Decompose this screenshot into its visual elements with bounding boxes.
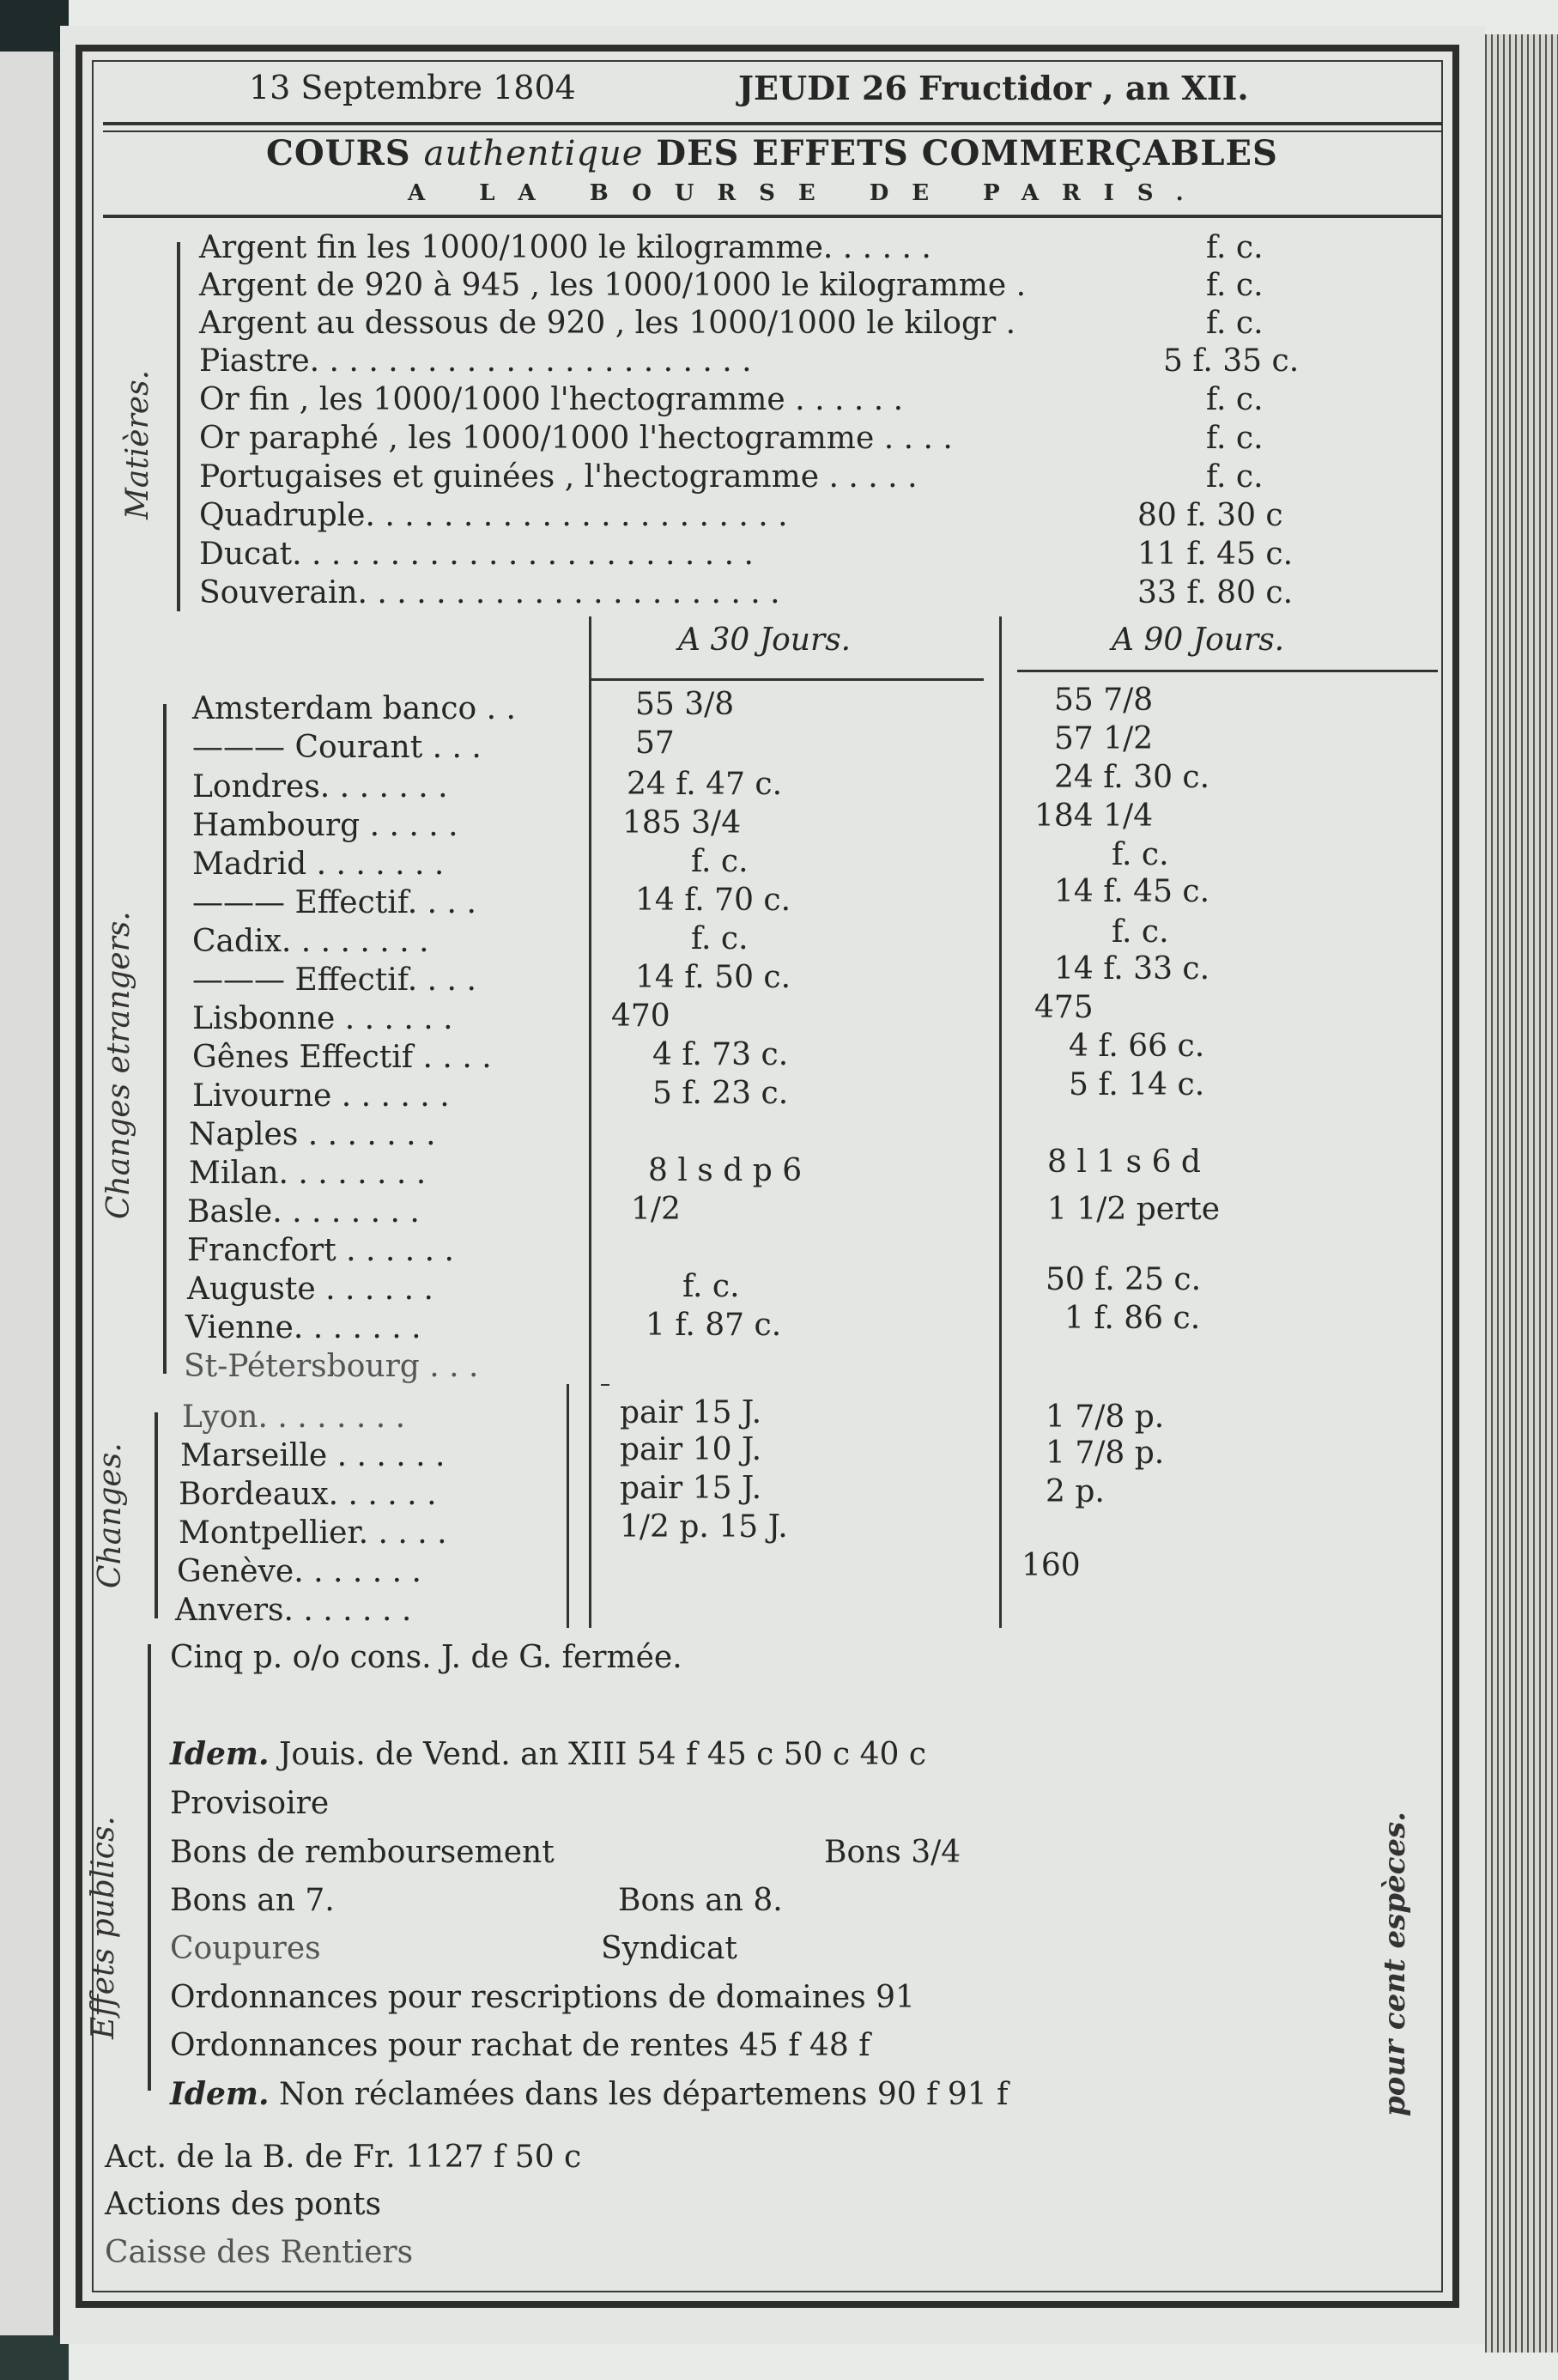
header-rule-thin <box>103 131 1442 132</box>
change-v30: 1 f. 87 c. <box>646 1308 782 1343</box>
title-effets: DES EFFETS COMMERÇABLES <box>656 133 1278 173</box>
col90-header-rule <box>1017 670 1438 672</box>
effets-line: Coupures <box>170 1931 321 1966</box>
change-v30: 5 f. 23 c. <box>652 1076 789 1111</box>
book-spine <box>0 0 69 2380</box>
matieres-row: Argent fin les 1000/1000 le kilogramme. . . . . . <box>199 230 931 265</box>
change-v30: pair 10 J. <box>620 1432 762 1467</box>
change-row-name: Lyon. . . . . . . . <box>182 1399 406 1435</box>
change-v30: 24 f. 47 c. <box>627 767 783 802</box>
matieres-row: Portugaises et guinées , l'hectogramme . . . . . <box>199 459 918 495</box>
effets-line: Syndicat <box>601 1931 737 1966</box>
change-row-name: Gênes Effectif . . . . <box>192 1040 492 1075</box>
change-v30: 14 f. 50 c. <box>635 960 791 995</box>
footer-line-banque: Act. de la B. de Fr. 1127 f 50 c <box>105 2140 582 2175</box>
change-v90: 1 1/2 perte <box>1047 1192 1221 1227</box>
change-v90: 8 l 1 s 6 d <box>1047 1144 1201 1180</box>
matieres-row: Or fin , les 1000/1000 l'hectogramme . . . . . . <box>199 382 904 417</box>
matieres-row: Ducat. . . . . . . . . . . . . . . . . . . . . . . . <box>199 537 754 572</box>
section-tick <box>601 1384 609 1386</box>
matieres-row: Argent de 920 à 945 , les 1000/1000 le kilogramme . <box>199 268 1027 303</box>
change-v90: f. c. <box>1112 914 1169 950</box>
changes-label: Changes. <box>93 1442 128 1588</box>
change-row-name: Cadix. . . . . . . . <box>192 924 429 959</box>
change-v90: 184 1/4 <box>1034 798 1154 834</box>
change-v30: f. c. <box>682 1269 740 1304</box>
matieres-row: Argent au dessous de 920 , les 1000/1000 le kilogr . <box>199 306 1016 341</box>
changes-col-rule <box>567 1384 569 1628</box>
title-rule <box>103 215 1442 218</box>
effets-line: Bons an 7. <box>170 1883 335 1918</box>
subtitle: A LA BOURSE DE PARIS. <box>408 180 1207 206</box>
change-v30: f. c. <box>691 844 749 879</box>
change-v90: 14 f. 45 c. <box>1054 874 1210 909</box>
col90-header: A 90 Jours. <box>1112 622 1285 658</box>
change-v90: 1 7/8 p. <box>1046 1399 1165 1435</box>
change-v90: 55 7/8 <box>1054 683 1154 718</box>
change-row-name: Genève. . . . . . . <box>177 1554 421 1589</box>
page-edges <box>1485 34 1558 2353</box>
change-v90: 1 f. 86 c. <box>1064 1301 1201 1336</box>
matieres-value: 5 f. 35 c. <box>1163 343 1300 379</box>
change-row-name: Madrid . . . . . . . <box>192 847 445 882</box>
changes-brace <box>155 1412 158 1618</box>
change-v90: 14 f. 33 c. <box>1054 951 1210 987</box>
change-row-name: ——— Effectif. . . . <box>192 962 476 998</box>
matieres-value: f. c. <box>1206 421 1264 456</box>
change-v30: 470 <box>611 999 670 1034</box>
change-row-name: Auguste . . . . . . <box>187 1272 433 1307</box>
title-cours: COURS <box>266 133 411 173</box>
effets-line: Ordonnances pour rescriptions de domaines 91 <box>170 1980 915 2015</box>
change-v30: 4 f. 73 c. <box>652 1037 789 1072</box>
effets-line: Bons de remboursement <box>170 1835 555 1870</box>
matieres-value: 33 f. 80 c. <box>1137 575 1294 610</box>
change-v30: 185 3/4 <box>622 805 742 841</box>
change-v90: 2 p. <box>1046 1474 1105 1509</box>
footer-line-ponts: Actions des ponts <box>105 2187 382 2222</box>
matieres-brace <box>177 242 180 611</box>
title-authentique: authentique <box>423 134 644 173</box>
change-v90: 4 f. 66 c. <box>1069 1029 1205 1064</box>
change-row-name: Naples . . . . . . . <box>189 1117 436 1152</box>
change-row-name: Anvers. . . . . . . <box>175 1593 412 1628</box>
change-row-name: Francfort . . . . . . <box>187 1233 454 1268</box>
change-row-name: Lisbonne . . . . . . <box>192 1001 453 1036</box>
change-row-name: Milan. . . . . . . . <box>189 1156 427 1191</box>
change-v90: 50 f. 25 c. <box>1046 1262 1202 1297</box>
binding-corner-bottom <box>0 2335 69 2380</box>
change-row-name: Montpellier. . . . . <box>179 1515 447 1551</box>
change-row-name: Marseille . . . . . . <box>180 1438 446 1473</box>
effets-line: Idem. Non réclamées dans les départemens 90 f 91 f <box>170 2076 1009 2112</box>
title <box>266 133 1278 173</box>
changes-etrangers-label: Changes etrangers. <box>101 911 136 1219</box>
matieres-row: Piastre. . . . . . . . . . . . . . . . . . . . . . . <box>199 343 752 379</box>
change-v30: 1/2 p. 15 J. <box>620 1509 788 1545</box>
change-v30: 1/2 <box>631 1192 681 1227</box>
matieres-value: 80 f. 30 c <box>1137 498 1283 533</box>
change-row-name: Amsterdam banco . . <box>192 691 516 726</box>
change-row-name: ——— Courant . . . <box>192 730 482 765</box>
matieres-value: 11 f. 45 c. <box>1137 537 1294 572</box>
change-v90: f. c. <box>1112 837 1169 872</box>
change-row-name: Livourne . . . . . . <box>192 1078 450 1114</box>
col30-header-rule <box>589 678 984 681</box>
change-row-name: Basle. . . . . . . . <box>187 1194 420 1229</box>
col30-left-rule <box>589 616 591 1628</box>
change-row-name: Vienne. . . . . . . <box>185 1310 421 1345</box>
footer-line-rentiers: Caisse des Rentiers <box>105 2235 414 2270</box>
change-row-name: St-Pétersbourg . . . <box>184 1349 479 1384</box>
col90-left-rule <box>999 616 1002 1628</box>
change-v90: 5 f. 14 c. <box>1069 1067 1205 1102</box>
change-v30: 57 <box>635 726 675 761</box>
change-v30: pair 15 J. <box>620 1471 762 1506</box>
effets-line: Ordonnances pour rachat de rentes 45 f 48 f <box>170 2028 870 2063</box>
matieres-value: f. c. <box>1206 382 1264 417</box>
change-v90: 475 <box>1034 990 1094 1025</box>
effets-publics-label: Effets publics. <box>86 1816 121 2039</box>
changes-etrangers-brace <box>163 704 167 1374</box>
header-rule <box>103 122 1442 125</box>
effets-publics-brace <box>148 1644 151 2091</box>
matieres-row: Or paraphé , les 1000/1000 l'hectogramme . . . . <box>199 421 953 456</box>
matieres-value: f. c. <box>1206 268 1264 303</box>
effets-line: Bons an 8. <box>618 1883 783 1918</box>
header-date: 13 Septembre 1804 <box>249 69 576 106</box>
pour-cent-especes-note: pour cent espèces. <box>1378 1811 1412 2116</box>
effets-line: Bons 3/4 <box>824 1835 961 1870</box>
change-v30: 55 3/8 <box>635 687 735 722</box>
change-row-name: Bordeaux. . . . . . <box>179 1477 437 1512</box>
change-v90: 1 7/8 p. <box>1046 1436 1165 1471</box>
effets-line: Idem. Jouis. de Vend. an XIII 54 f 45 c 50 c 40 c <box>170 1736 927 1772</box>
binding-corner-top <box>0 0 69 52</box>
change-v90: 160 <box>1021 1548 1081 1583</box>
effets-line: Provisoire <box>170 1786 330 1821</box>
matieres-row: Quadruple. . . . . . . . . . . . . . . . . . . . . . <box>199 498 788 533</box>
change-v30: f. c. <box>691 921 749 956</box>
matieres-value: f. c. <box>1206 459 1264 495</box>
effets-line: Cinq p. o/o cons. J. de G. fermée. <box>170 1640 682 1675</box>
change-row-name: ——— Effectif. . . . <box>192 885 476 920</box>
matieres-row: Souverain. . . . . . . . . . . . . . . . . . . . . . <box>199 575 780 610</box>
col30-header: A 30 Jours. <box>678 622 852 658</box>
change-row-name: Hambourg . . . . . <box>192 808 458 843</box>
header-day: JEUDI 26 Fructidor , an XII. <box>738 69 1249 107</box>
change-v90: 57 1/2 <box>1054 721 1154 756</box>
change-v30: 8 l s d p 6 <box>648 1153 803 1188</box>
change-v30: pair 15 J. <box>620 1395 762 1430</box>
matieres-label: Matières. <box>120 369 155 519</box>
change-v90: 24 f. 30 c. <box>1054 760 1210 795</box>
matieres-value: f. c. <box>1206 306 1264 341</box>
matieres-value: f. c. <box>1206 230 1264 265</box>
change-row-name: Londres. . . . . . . <box>192 769 448 804</box>
change-v30: 14 f. 70 c. <box>635 883 791 918</box>
